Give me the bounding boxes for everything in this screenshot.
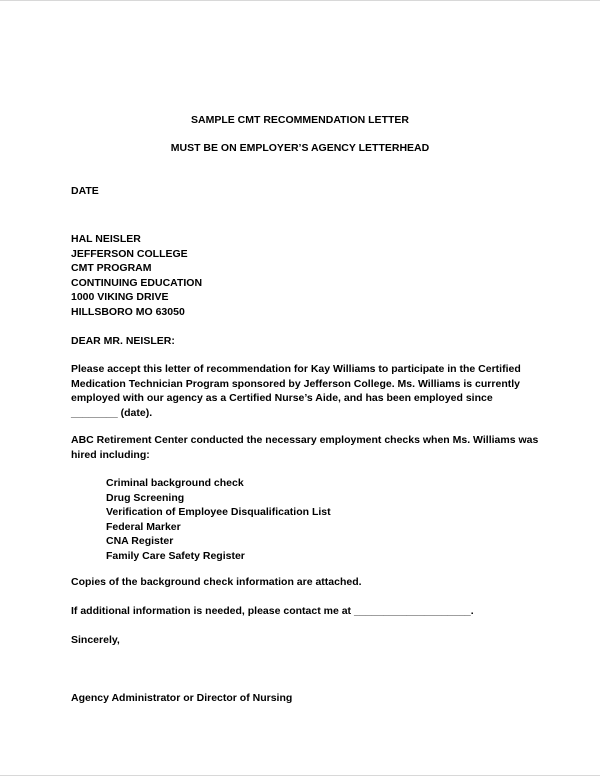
address-line: HAL NEISLER (71, 233, 141, 245)
list-item: CNA Register (106, 535, 174, 547)
closing: Sincerely, (71, 634, 120, 646)
salutation: DEAR MR. NEISLER: (71, 335, 175, 347)
paragraph-line: employed with our agency as a Certified Nurse’s Aide, and has been employed since (71, 392, 493, 404)
date-label: DATE (71, 185, 99, 197)
checks-list (106, 476, 331, 563)
list-item: Federal Marker (106, 520, 181, 533)
contact-note: If additional information is needed, please contact me at ____________________. (71, 605, 474, 617)
recommendation-paragraph (71, 362, 541, 420)
paragraph-line: ABC Retirement Center conducted the necessary employment checks when Ms. Williams was (71, 434, 539, 446)
list-item: Criminal background check (106, 477, 244, 489)
list-item: Drug Screening (106, 491, 185, 504)
letter-title: SAMPLE CMT RECOMMENDATION LETTER (191, 114, 409, 126)
recipient-address (71, 232, 202, 319)
address-line: CONTINUING EDUCATION (71, 276, 203, 289)
signer-title: Agency Administrator or Director of Nursing (71, 692, 293, 704)
paragraph-line: hired including: (71, 448, 150, 461)
employment-checks-paragraph (71, 433, 541, 462)
letterhead-note: MUST BE ON EMPLOYER’S AGENCY LETTERHEAD (170, 142, 430, 154)
address-line: HILLSBORO MO 63050 (71, 305, 185, 318)
paragraph-line: ________ (date). (71, 406, 153, 419)
page-top-edge (0, 0, 600, 1)
address-line: JEFFERSON COLLEGE (71, 247, 188, 260)
list-item: Family Care Safety Register (106, 549, 245, 562)
paragraph-line: Medication Technician Program sponsored by Jefferson College. Ms. Williams is currently (71, 377, 520, 390)
copies-note: Copies of the background check information are attached. (71, 576, 362, 588)
address-line: CMT PROGRAM (71, 262, 152, 274)
list-item: Verification of Employee Disqualification List (106, 506, 331, 518)
address-line: 1000 VIKING DRIVE (71, 291, 169, 303)
paragraph-line: Please accept this letter of recommendation for Kay Williams to participate in the Certified (71, 363, 521, 375)
